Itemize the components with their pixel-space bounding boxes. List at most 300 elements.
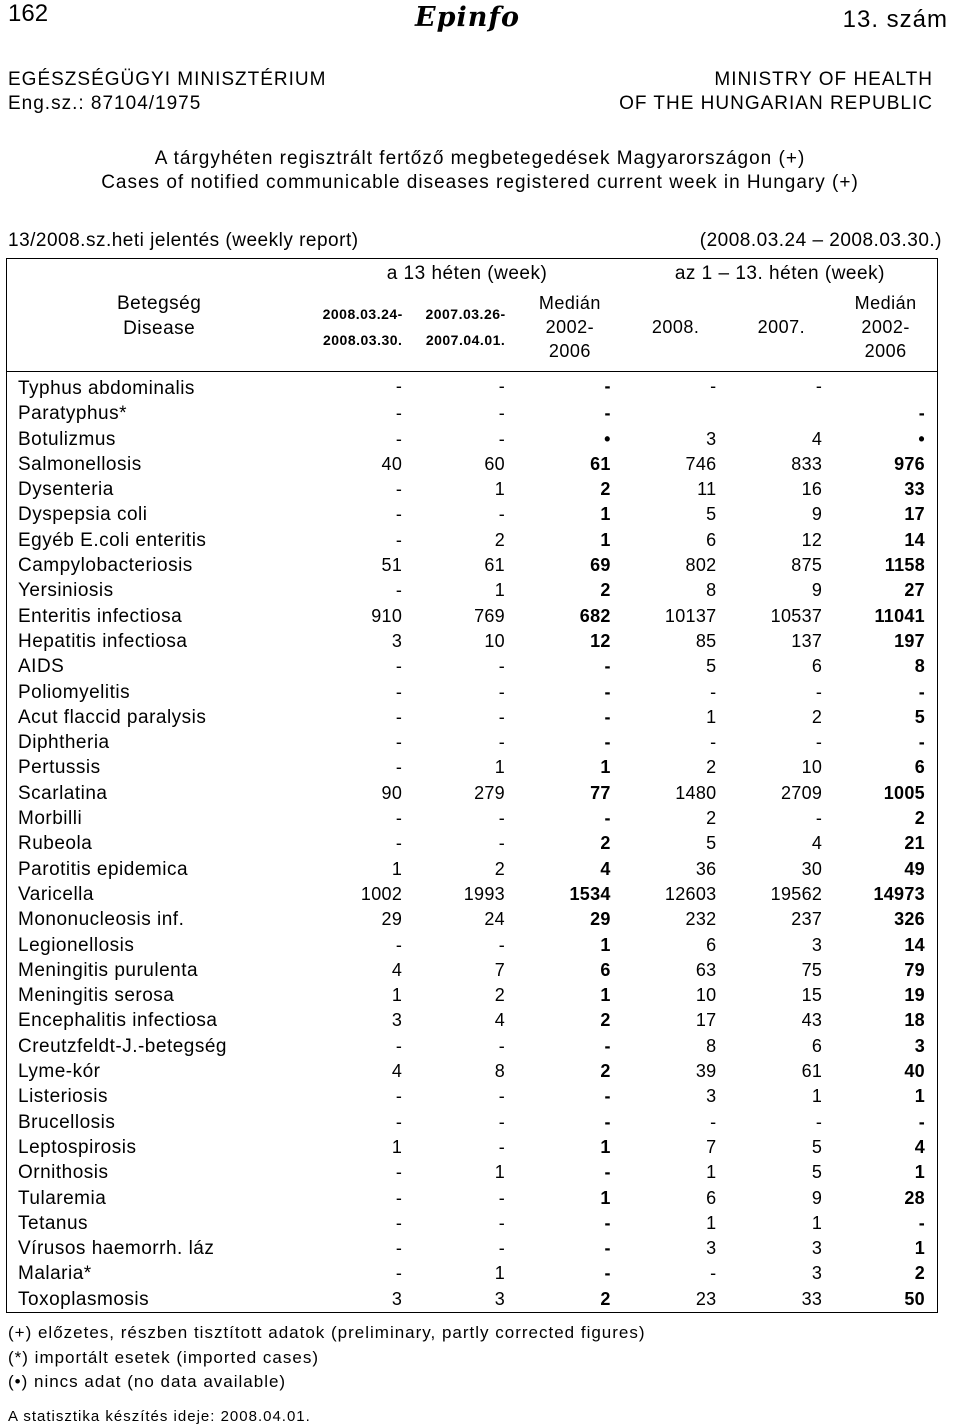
cell-2008-cumulative: 2 — [706, 757, 717, 778]
cell-2008-cumulative: 85 — [695, 630, 717, 651]
cell-median-cumulative — [834, 372, 937, 402]
cell-2008-week: - — [395, 706, 403, 727]
table-row — [7, 629, 938, 654]
cell-2007-week: 2 — [494, 529, 505, 550]
col-header-2007-week — [414, 291, 517, 372]
disease-name: Egyéb E.coli enteritis — [18, 529, 207, 551]
cell-2007-week: 1 — [494, 1263, 505, 1284]
table-row — [7, 1059, 938, 1084]
cell-median-week: 2 — [600, 580, 611, 601]
disease-name: Parotitis epidemica — [18, 858, 189, 880]
cell-2008-cumulative: 5 — [706, 504, 717, 525]
disease-name: Meningitis purulenta — [18, 959, 199, 981]
cell-median-week: 6 — [600, 959, 611, 980]
cell-median-cumulative: 14973 — [873, 883, 925, 904]
disease-header-hu: Betegség — [116, 293, 202, 314]
table-row — [7, 502, 938, 527]
cell-2007-week: 2 — [494, 858, 505, 879]
cell-2007-week: 4 — [494, 1010, 505, 1031]
cell-2008-week: - — [395, 656, 403, 677]
cell-2007-cumulative: 5 — [811, 1162, 823, 1183]
disease-name: Typhus abdominalis — [18, 378, 195, 399]
disease-name: Paratyphus* — [18, 403, 128, 425]
cell-2008-cumulative: 36 — [695, 858, 717, 879]
table-row — [7, 882, 938, 907]
cell-2008-cumulative: 1480 — [675, 782, 717, 803]
cell-median-cumulative: 2 — [914, 1263, 925, 1284]
cell-2007-week: 1 — [494, 479, 505, 500]
cell-2008-cumulative: - — [710, 376, 717, 396]
cell-2008-cumulative: 5 — [706, 656, 717, 677]
cell-median-cumulative: 3 — [914, 1035, 925, 1056]
table-row — [7, 705, 938, 730]
table-row — [7, 958, 938, 983]
disease-name: Acut flaccid paralysis — [18, 706, 207, 728]
cell-2008-cumulative: 6 — [706, 1187, 717, 1208]
cell-2007-cumulative: 9 — [811, 580, 823, 601]
cell-2007-cumulative: 5 — [811, 1136, 823, 1157]
cell-2007-cumulative: 3 — [811, 934, 823, 955]
col-header-2008-cumulative: 2008. — [623, 291, 729, 372]
cell-2007-week: - — [498, 1238, 505, 1259]
cell-2007-cumulative: 16 — [801, 479, 823, 500]
cell-2008-cumulative: 10137 — [664, 605, 717, 626]
cell-2007-week: - — [498, 808, 505, 829]
cell-2007-cumulative: 30 — [801, 858, 823, 879]
footnote-preliminary: (+) előzetes, részben tisztított adatok (preliminary, partly corrected figures) — [8, 1323, 646, 1342]
table-row — [7, 1186, 938, 1211]
cell-2008-cumulative: 2 — [706, 808, 717, 829]
cell-median-cumulative: - — [918, 1111, 925, 1132]
cell-median-week: 29 — [590, 909, 611, 930]
cell-median-week: 1 — [600, 757, 611, 778]
disease-name: Yersiniosis — [18, 580, 114, 602]
cell-2008-cumulative: 12603 — [664, 883, 717, 904]
title-hungarian: A tárgyhéten regisztrált fertőző megbetegedések Magyarországon (+) — [154, 148, 806, 169]
cell-2007-cumulative: 10537 — [770, 605, 823, 626]
cell-2008-cumulative: 6 — [706, 934, 717, 955]
disease-name: Mononucleosis inf. — [18, 909, 185, 931]
cell-2008-cumulative: 11 — [697, 479, 717, 500]
cell-2008-week: - — [395, 504, 403, 525]
disease-name: Malaria* — [18, 1263, 92, 1285]
cell-2007-cumulative: 61 — [801, 1061, 823, 1082]
cell-median-week: - — [604, 681, 611, 702]
cell-2008-cumulative: - — [710, 1263, 717, 1284]
table-row — [7, 528, 938, 553]
cell-2008-cumulative: 10 — [695, 985, 717, 1006]
cell-2007-cumulative: 3 — [811, 1263, 823, 1284]
cell-2008-week: - — [395, 681, 403, 702]
cell-2007-week: 1 — [494, 580, 505, 601]
table-body — [7, 372, 938, 1313]
cell-2008-week: 90 — [381, 782, 403, 803]
cell-2008-week: - — [395, 732, 403, 753]
cell-median-cumulative: 1005 — [883, 782, 925, 803]
cell-2008-week: 3 — [391, 630, 403, 651]
cell-median-week: 4 — [600, 858, 611, 879]
disease-name: Salmonellosis — [18, 453, 142, 475]
table-row — [7, 1287, 938, 1313]
col-2007-week-end: 2007.04.01. — [425, 332, 506, 348]
disease-name: Legionellosis — [18, 934, 135, 956]
disease-name: Botulizmus — [18, 428, 116, 450]
cell-2007-cumulative: 9 — [811, 1187, 823, 1208]
cumulative-median-label: Medián — [854, 293, 917, 313]
cell-median-week: 12 — [590, 630, 611, 651]
cell-2007-cumulative: - — [815, 732, 823, 753]
cell-median-cumulative: 8 — [914, 656, 925, 677]
cell-2007-cumulative: - — [815, 681, 823, 702]
disease-name: Encephalitis infectiosa — [18, 1010, 218, 1032]
cell-2007-cumulative: 1 — [811, 1212, 823, 1233]
cell-median-cumulative: 49 — [904, 858, 925, 879]
epinfo-logo: Epinfo — [415, 2, 520, 33]
compiled-date: A statisztika készítés ideje: 2008.04.01. — [8, 1408, 311, 1425]
cell-median-week: 1 — [600, 1136, 611, 1157]
ministry-hu: EGÉSZSÉGÜGYI MINISZTÉRIUM — [8, 69, 327, 90]
cell-2008-week: - — [395, 1162, 403, 1183]
group-header-week: a 13 héten (week) — [386, 263, 548, 284]
cell-2007-week: 769 — [474, 605, 505, 626]
cell-median-week: - — [604, 732, 611, 753]
cell-2008-week: 4 — [391, 959, 403, 980]
cell-2007-cumulative: 33 — [801, 1288, 823, 1309]
cell-2008-cumulative: 1 — [706, 706, 717, 727]
cell-2007-week: - — [498, 1111, 505, 1132]
cell-2008-week: - — [395, 1086, 403, 1107]
cell-2007-cumulative: 137 — [791, 630, 823, 651]
disease-name: AIDS — [18, 656, 65, 678]
cell-2008-cumulative: 232 — [685, 909, 717, 930]
cell-2007-cumulative — [728, 401, 834, 426]
disease-name: Tularemia — [18, 1187, 107, 1209]
cell-2007-week: - — [498, 1187, 505, 1208]
cell-2007-week: 8 — [494, 1061, 505, 1082]
cell-median-week: 2 — [600, 833, 611, 854]
disease-name: Pertussis — [18, 757, 101, 779]
cell-median-week: - — [604, 1263, 611, 1284]
cell-2007-week: - — [498, 1086, 505, 1107]
cell-2007-cumulative: 237 — [791, 909, 823, 930]
cell-2008-week: 910 — [371, 605, 403, 626]
cell-2007-week: - — [498, 833, 505, 854]
table-row — [7, 680, 938, 705]
cell-2007-cumulative: 4 — [811, 428, 823, 449]
cell-median-cumulative: 5 — [914, 706, 925, 727]
disease-name: Lyme-kór — [18, 1061, 101, 1083]
cell-median-cumulative: 2 — [914, 808, 925, 829]
disease-table — [6, 258, 938, 1313]
cell-2007-cumulative: 4 — [811, 833, 823, 854]
cell-2007-week: - — [498, 706, 505, 727]
table-row — [7, 604, 938, 629]
cell-2007-week: 10 — [484, 630, 505, 651]
disease-name: Meningitis serosa — [18, 985, 175, 1007]
ministry-en-line2: OF THE HUNGARIAN REPUBLIC — [619, 93, 933, 114]
cell-2007-week: 2 — [494, 985, 505, 1006]
cell-2008-cumulative: 3 — [706, 1238, 717, 1259]
cell-2008-week: - — [395, 757, 403, 778]
disease-name: Diphtheria — [18, 732, 110, 754]
cell-2007-cumulative: 6 — [811, 1035, 823, 1056]
disease-name: Brucellosis — [18, 1111, 116, 1133]
cell-2008-week: - — [395, 833, 403, 854]
cell-median-week: - — [604, 1238, 611, 1259]
cell-median-cumulative: 326 — [894, 909, 925, 930]
cell-2008-week: - — [395, 1212, 403, 1233]
table-row — [7, 933, 938, 958]
cell-2008-cumulative: 39 — [695, 1061, 717, 1082]
cell-median-cumulative: 17 — [904, 504, 925, 525]
cell-2007-cumulative: 3 — [811, 1238, 823, 1259]
cell-median-week: - — [604, 1111, 611, 1132]
cell-2008-week: - — [395, 428, 403, 449]
cell-median-week: 1534 — [569, 883, 611, 904]
table-row — [7, 907, 938, 932]
cell-median-cumulative: 1 — [914, 1238, 925, 1259]
cell-median-week: 2 — [600, 1288, 611, 1309]
cell-2008-cumulative: 63 — [695, 959, 717, 980]
cell-2007-week: - — [498, 1035, 505, 1056]
cell-2007-week: - — [498, 934, 505, 955]
cell-median-week: - — [604, 1035, 611, 1056]
cell-median-week: - — [604, 376, 611, 396]
cell-2008-week: - — [395, 529, 403, 550]
cell-2008-week: 3 — [391, 1288, 403, 1309]
cell-median-cumulative: 14 — [904, 934, 925, 955]
cell-median-cumulative: 79 — [904, 959, 925, 980]
cell-median-cumulative: 33 — [904, 479, 925, 500]
cell-median-cumulative: 28 — [904, 1187, 925, 1208]
col-2008-week-start: 2008.03.24- — [322, 306, 403, 322]
cell-median-cumulative: 27 — [904, 580, 925, 601]
cell-median-week: 1 — [600, 529, 611, 550]
table-row — [7, 1034, 938, 1059]
disease-name: Dyspepsia coli — [18, 504, 148, 526]
disease-name: Scarlatina — [18, 782, 108, 804]
cell-2007-week: - — [498, 1136, 505, 1157]
cell-2007-week: 1 — [494, 757, 505, 778]
cell-2007-cumulative: - — [815, 1111, 823, 1132]
cell-2007-cumulative: 2 — [811, 706, 823, 727]
table-row — [7, 1110, 938, 1135]
table-header — [7, 259, 938, 372]
table-row — [7, 1261, 938, 1286]
cell-2008-week: - — [395, 1187, 403, 1208]
cell-2008-week: 1 — [391, 1136, 403, 1157]
cell-2007-cumulative: 43 — [801, 1010, 823, 1031]
disease-name: Ornithosis — [18, 1162, 109, 1184]
table-row — [7, 427, 938, 452]
cell-median-cumulative: 4 — [914, 1136, 925, 1157]
disease-name: Varicella — [18, 883, 94, 905]
cell-median-week: 2 — [600, 1061, 611, 1082]
table-row — [7, 452, 938, 477]
cell-2008-week: - — [395, 1263, 403, 1284]
cell-median-week: - — [604, 706, 611, 727]
cell-median-week: 2 — [600, 1010, 611, 1031]
cell-2008-week: - — [395, 808, 403, 829]
report-period: (2008.03.24 – 2008.03.30.) — [699, 230, 942, 251]
disease-name: Hepatitis infectiosa — [18, 630, 188, 652]
cell-2008-cumulative: 23 — [695, 1288, 717, 1309]
cell-2008-cumulative: 17 — [695, 1010, 717, 1031]
cell-median-cumulative: 18 — [904, 1010, 925, 1031]
table-row — [7, 1135, 938, 1160]
page-number: 162 — [8, 0, 49, 27]
cell-2008-cumulative: 3 — [706, 428, 717, 449]
cell-median-week: 69 — [590, 555, 611, 576]
cell-2008-cumulative: 1 — [706, 1162, 717, 1183]
cell-2007-week: 7 — [494, 959, 505, 980]
cell-2007-cumulative: 6 — [811, 656, 823, 677]
cell-2008-cumulative: 1 — [706, 1212, 717, 1233]
disease-column-header — [7, 259, 312, 372]
cell-median-week: - — [604, 656, 611, 677]
cell-median-cumulative: • — [918, 428, 925, 449]
cell-median-cumulative: 1 — [914, 1086, 925, 1107]
table-row — [7, 654, 938, 679]
median-label: Medián — [538, 293, 601, 313]
cell-2007-cumulative: 1 — [811, 1086, 823, 1107]
cell-median-week: 1 — [600, 1187, 611, 1208]
cell-2007-cumulative: 2709 — [780, 782, 823, 803]
cell-median-week: 77 — [590, 782, 611, 803]
col-header-2007-cumulative: 2007. — [728, 291, 834, 372]
cell-2007-cumulative: 12 — [801, 529, 823, 550]
cell-2007-week: 61 — [484, 555, 505, 576]
cell-2008-week: - — [395, 1111, 403, 1132]
cell-2008-week: - — [395, 479, 403, 500]
cell-2007-cumulative: - — [815, 808, 823, 829]
cell-2008-cumulative: - — [710, 732, 717, 753]
disease-header-en: Disease — [123, 318, 196, 339]
cell-median-week: - — [604, 1086, 611, 1107]
cell-2007-cumulative: 15 — [801, 985, 823, 1006]
title-english: Cases of notified communicable diseases registered current week in Hungary (+) — [101, 172, 859, 193]
cell-median-week: 61 — [590, 453, 611, 474]
cell-2008-week: - — [395, 1238, 403, 1259]
cell-2007-week: - — [498, 656, 505, 677]
cell-2007-week: 3 — [494, 1288, 505, 1309]
disease-name: Poliomyelitis — [18, 681, 131, 703]
cell-2008-week: - — [395, 376, 403, 396]
cell-median-week: • — [604, 428, 611, 449]
disease-name: Toxoplasmosis — [18, 1288, 150, 1310]
cell-median-cumulative: 1 — [914, 1162, 925, 1183]
cell-2008-week: 51 — [381, 555, 403, 576]
cell-median-cumulative: 50 — [904, 1288, 925, 1309]
disease-name: Creutzfeldt-J.-betegség — [18, 1035, 227, 1057]
cumulative-median-years-end: 2006 — [864, 341, 907, 361]
cell-2008-cumulative: - — [710, 681, 717, 702]
table-row — [7, 831, 938, 856]
ministry-en-line1: MINISTRY OF HEALTH — [714, 69, 933, 90]
cell-2008-cumulative: 802 — [685, 555, 717, 576]
col-2008-week-end: 2008.03.30. — [322, 332, 403, 348]
table-row — [7, 553, 938, 578]
footnote-imported: (*) importált esetek (imported cases) — [8, 1348, 319, 1367]
report-label: 13/2008.sz.heti jelentés (weekly report) — [8, 230, 359, 251]
cell-2008-cumulative: 5 — [706, 833, 717, 854]
col-2007-week-start: 2007.03.26- — [425, 306, 506, 322]
cell-median-cumulative: - — [918, 403, 925, 424]
cell-2008-cumulative: - — [710, 1111, 717, 1132]
cell-median-week: 682 — [579, 605, 611, 626]
cell-2007-cumulative: 10 — [801, 757, 823, 778]
cell-median-cumulative: - — [918, 681, 925, 702]
cell-2008-week: - — [395, 1035, 403, 1056]
disease-name: Leptospirosis — [18, 1136, 137, 1158]
cell-2007-week: 1 — [494, 1162, 505, 1183]
table-row — [7, 1008, 938, 1033]
disease-name: Campylobacteriosis — [18, 555, 193, 577]
cell-2008-cumulative — [623, 401, 729, 426]
table-row — [7, 755, 938, 780]
cell-2008-week: 3 — [391, 1010, 403, 1031]
table-row — [7, 477, 938, 502]
cell-2007-week: 60 — [484, 453, 505, 474]
cell-2008-cumulative: 6 — [706, 529, 717, 550]
table-row — [7, 578, 938, 603]
cell-2008-week: 29 — [381, 909, 403, 930]
registration-number: Eng.sz.: 87104/1975 — [8, 93, 202, 114]
cell-median-week: - — [604, 403, 611, 424]
cell-2008-week: - — [395, 403, 403, 424]
cell-2008-cumulative: 7 — [706, 1136, 717, 1157]
cell-2008-week: - — [395, 580, 403, 601]
cell-2008-week: 1 — [391, 985, 403, 1006]
median-years-start: 2002- — [545, 317, 595, 337]
cell-median-cumulative: - — [918, 732, 925, 753]
cell-2008-week: 4 — [391, 1061, 403, 1082]
col-header-2008-week — [311, 291, 414, 372]
cell-2007-week: - — [498, 403, 505, 424]
group-header-cumulative: az 1 – 13. héten (week) — [674, 263, 885, 284]
cell-2007-cumulative: - — [815, 376, 823, 396]
table-row — [7, 857, 938, 882]
cell-2008-week: - — [395, 934, 403, 955]
disease-name: Enteritis infectiosa — [18, 605, 183, 627]
cell-2007-week: - — [498, 428, 505, 449]
cell-2008-cumulative: 8 — [706, 580, 717, 601]
cell-2007-cumulative: 9 — [811, 504, 823, 525]
cell-median-cumulative: 21 — [904, 833, 925, 854]
table-row — [7, 372, 938, 402]
cell-median-cumulative: 40 — [904, 1061, 925, 1082]
cell-2008-week: 1002 — [360, 883, 403, 904]
table-row — [7, 806, 938, 831]
cell-2008-week: 40 — [381, 453, 403, 474]
disease-name: Tetanus — [18, 1212, 89, 1234]
disease-name: Rubeola — [18, 833, 93, 855]
cell-2007-week: - — [498, 1212, 505, 1233]
table-row — [7, 730, 938, 755]
table-row — [7, 1211, 938, 1236]
cell-2007-week: - — [498, 732, 505, 753]
cell-median-week: 1 — [600, 504, 611, 525]
cell-2007-week: 24 — [484, 909, 505, 930]
cell-median-cumulative: 11041 — [874, 605, 925, 626]
disease-name: Morbilli — [18, 808, 83, 830]
cell-median-cumulative: 1158 — [884, 555, 925, 576]
cell-2007-cumulative: 875 — [791, 555, 823, 576]
cell-median-cumulative: - — [918, 1212, 925, 1233]
cell-2007-week: 279 — [474, 782, 505, 803]
disease-name: Dysenteria — [18, 479, 114, 501]
cell-2007-week: - — [498, 376, 505, 396]
